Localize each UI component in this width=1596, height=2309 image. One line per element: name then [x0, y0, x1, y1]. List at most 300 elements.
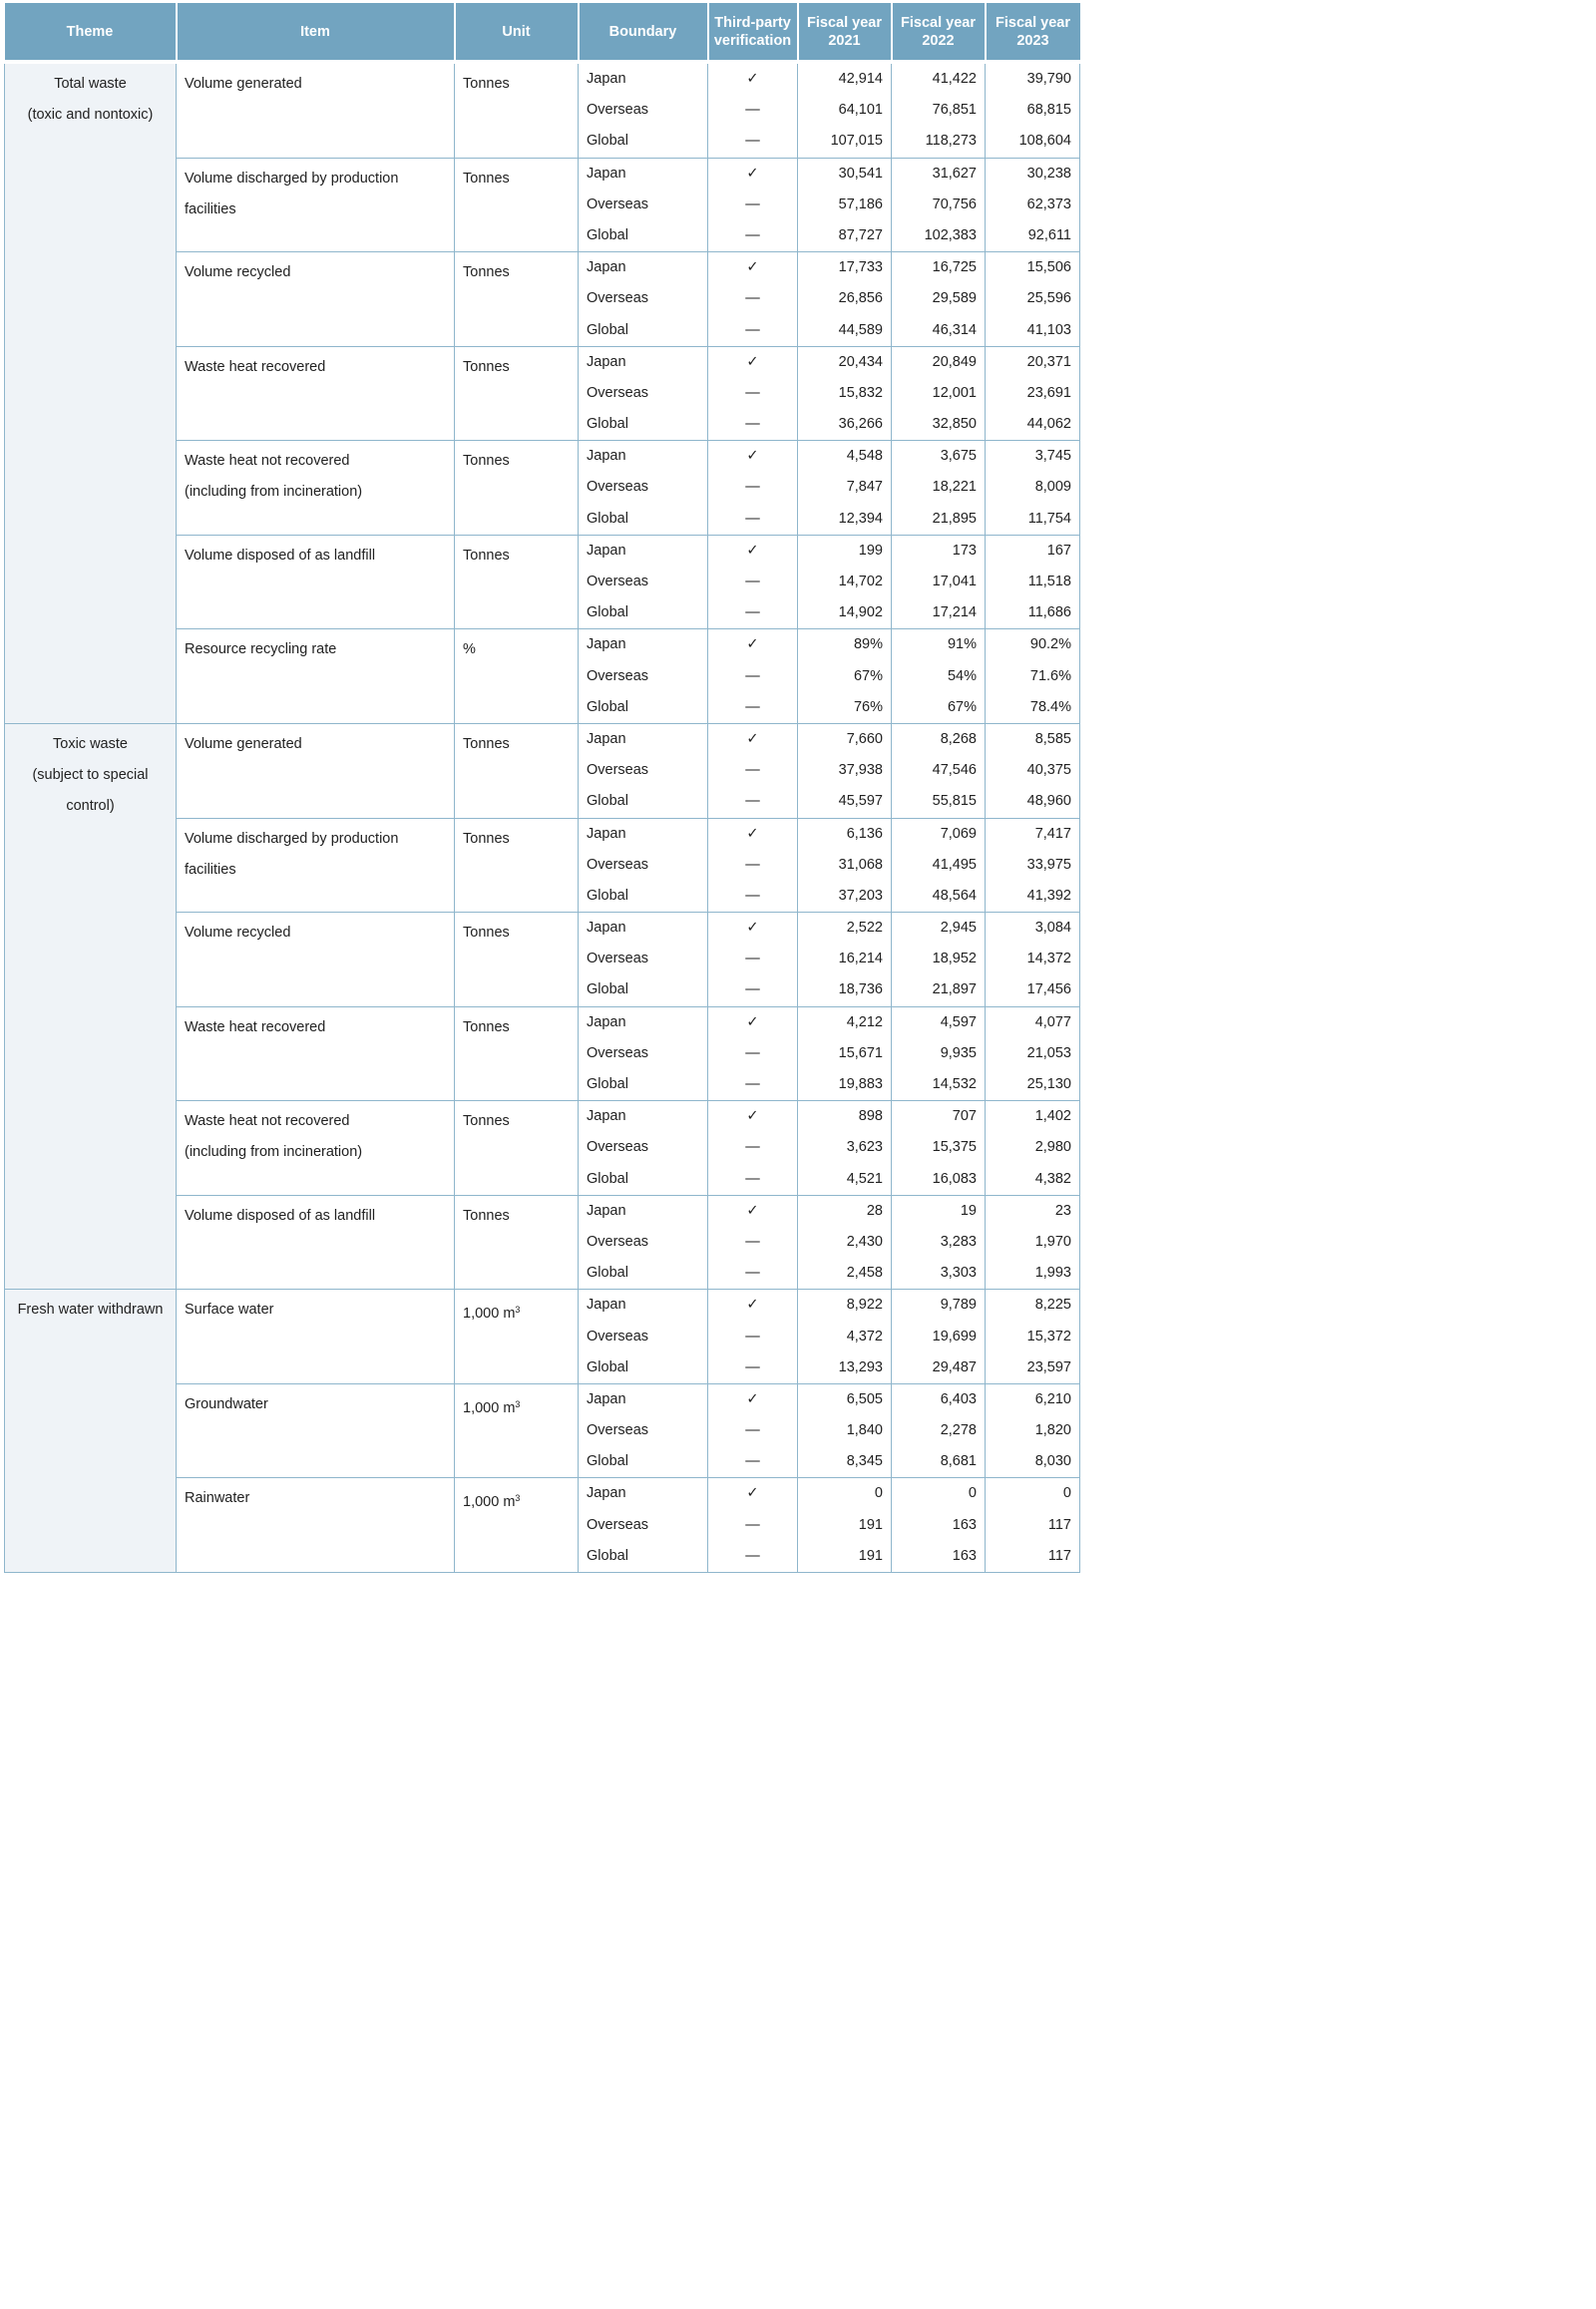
item-label: Volume discharged by production facilities — [185, 830, 399, 878]
item-cell — [177, 1478, 455, 1573]
unit-label: Tonnes — [463, 1018, 510, 1035]
value: 32,850 — [932, 416, 977, 433]
unit-label: Tonnes — [463, 735, 510, 752]
header-fy2023-line2: 2023 — [1016, 32, 1049, 49]
check-icon: ✓ — [746, 1202, 759, 1219]
fy2023-cell — [986, 346, 1080, 441]
boundary-cell — [579, 158, 708, 252]
fy2022-cell — [892, 1195, 986, 1290]
header-fy2023 — [986, 3, 1080, 62]
boundary-cell — [579, 62, 708, 158]
boundary-label: Overseas — [587, 667, 649, 684]
value: 46,314 — [932, 321, 977, 338]
value: 12,394 — [838, 510, 883, 527]
verification-cell — [708, 441, 798, 536]
value: 19,883 — [838, 1076, 883, 1092]
unit-label: Tonnes — [463, 264, 510, 281]
theme-label: Toxic waste — [53, 735, 128, 752]
header-fy2022-line1: Fiscal year — [901, 14, 976, 31]
boundary-cell — [579, 1478, 708, 1573]
value: 2,458 — [846, 1265, 883, 1282]
unit-label: 1,000 m — [463, 1399, 516, 1416]
fy2021-cell — [798, 1006, 892, 1101]
theme-label: Total waste — [54, 76, 127, 92]
value: 78.4% — [1029, 698, 1071, 715]
theme-cell — [5, 1290, 177, 1573]
value: 18,952 — [932, 951, 977, 967]
dash-icon: — — [745, 1044, 760, 1061]
value: 4,382 — [1034, 1170, 1071, 1187]
verification-cell — [708, 252, 798, 347]
boundary-label: Overseas — [587, 195, 649, 212]
value: 37,938 — [838, 762, 883, 779]
value: 12,001 — [932, 384, 977, 401]
boundary-label: Overseas — [587, 1044, 649, 1061]
check-icon: ✓ — [746, 71, 759, 87]
dash-icon: — — [745, 1170, 760, 1187]
value: 8,030 — [1034, 1453, 1071, 1470]
item-label: Volume generated — [185, 735, 302, 752]
theme-cell — [5, 723, 177, 1289]
dash-icon: — — [745, 887, 760, 904]
value: 6,505 — [846, 1390, 883, 1407]
value: 25,130 — [1026, 1076, 1071, 1092]
value: 45,597 — [838, 793, 883, 810]
dash-icon: — — [745, 510, 760, 527]
boundary-label: Japan — [587, 920, 626, 937]
table-body — [5, 62, 1080, 1573]
boundary-label: Japan — [587, 448, 626, 465]
value: 23,597 — [1026, 1358, 1071, 1375]
boundary-label: Global — [587, 1358, 628, 1375]
unit-cell — [455, 1101, 579, 1196]
value: 41,103 — [1026, 321, 1071, 338]
value: 8,922 — [846, 1297, 883, 1314]
value: 118,273 — [925, 133, 977, 150]
value: 67% — [853, 667, 883, 684]
unit-label: Tonnes — [463, 1113, 510, 1130]
value: 39,790 — [1026, 71, 1071, 87]
unit-cell — [455, 1006, 579, 1101]
value: 13,293 — [838, 1358, 883, 1375]
value: 40,375 — [1026, 762, 1071, 779]
theme-cell — [5, 62, 177, 723]
boundary-label: Japan — [587, 825, 626, 842]
boundary-label: Japan — [587, 542, 626, 559]
item-cell — [177, 441, 455, 536]
unit-cell — [455, 535, 579, 629]
item-label: Volume disposed of as landfill — [185, 547, 376, 564]
check-icon: ✓ — [746, 1013, 759, 1030]
value: 41,422 — [932, 71, 977, 87]
boundary-label: Japan — [587, 1108, 626, 1125]
fy2023-cell — [986, 535, 1080, 629]
unit-label: Tonnes — [463, 358, 510, 375]
value: 20,371 — [1026, 353, 1071, 370]
value: 191 — [858, 1547, 883, 1564]
item-cell — [177, 1383, 455, 1478]
fy2023-cell — [986, 441, 1080, 536]
value: 16,083 — [932, 1170, 977, 1187]
unit-cell — [455, 1195, 579, 1290]
value: 11,518 — [1027, 574, 1071, 589]
check-icon: ✓ — [746, 1390, 759, 1407]
boundary-cell — [579, 1290, 708, 1384]
value: 9,935 — [940, 1044, 977, 1061]
unit-cell — [455, 158, 579, 252]
verification-cell — [708, 818, 798, 913]
boundary-cell — [579, 441, 708, 536]
header-verification-line1: Third-party — [714, 14, 791, 31]
value: 20,434 — [838, 353, 883, 370]
value: 15,506 — [1026, 259, 1071, 276]
boundary-cell — [579, 535, 708, 629]
value: 70,756 — [932, 195, 977, 212]
value: 4,372 — [846, 1328, 883, 1345]
value: 19,699 — [932, 1328, 977, 1345]
value: 25,596 — [1026, 290, 1071, 307]
boundary-label: Global — [587, 1170, 628, 1187]
value: 26,856 — [838, 290, 883, 307]
fy2021-cell — [798, 535, 892, 629]
boundary-label: Global — [587, 133, 628, 150]
value: 3,745 — [1034, 448, 1071, 465]
value: 117 — [1047, 1547, 1071, 1564]
value: 76,851 — [932, 102, 977, 119]
boundary-label: Japan — [587, 71, 626, 87]
boundary-cell — [579, 1383, 708, 1478]
value: 17,733 — [838, 259, 883, 276]
item-label: Volume generated — [185, 76, 302, 92]
value: 0 — [968, 1485, 977, 1502]
dash-icon: — — [745, 1328, 760, 1345]
boundary-label: Overseas — [587, 1139, 649, 1156]
fy2021-cell — [798, 158, 892, 252]
value: 2,278 — [940, 1422, 977, 1439]
value: 21,897 — [932, 981, 977, 998]
boundary-label: Overseas — [587, 1516, 649, 1533]
value: 16,725 — [932, 259, 977, 276]
fy2021-cell — [798, 818, 892, 913]
unit-cell — [455, 252, 579, 347]
value: 41,495 — [932, 856, 977, 873]
item-label: Waste heat not recovered — [185, 453, 350, 470]
fy2022-cell — [892, 629, 986, 724]
unit-label: Tonnes — [463, 830, 510, 847]
value: 68,815 — [1026, 102, 1071, 119]
item-cell — [177, 1101, 455, 1196]
value: 17,214 — [932, 604, 977, 621]
boundary-label: Global — [587, 1453, 628, 1470]
fy2023-cell — [986, 1478, 1080, 1573]
unit-label: Tonnes — [463, 76, 510, 92]
boundary-label: Overseas — [587, 1422, 649, 1439]
value: 1,993 — [1034, 1265, 1071, 1282]
fy2021-cell — [798, 1478, 892, 1573]
value: 6,210 — [1034, 1390, 1071, 1407]
table-row — [5, 62, 1080, 158]
dash-icon: — — [745, 290, 760, 307]
header-row — [5, 3, 1080, 62]
value: 87,727 — [838, 226, 883, 243]
value: 71.6% — [1029, 667, 1071, 684]
value: 21,053 — [1026, 1044, 1071, 1061]
item-label: (including from incineration) — [185, 1144, 363, 1161]
boundary-label: Japan — [587, 1297, 626, 1314]
value: 11,686 — [1027, 604, 1071, 621]
boundary-label: Global — [587, 226, 628, 243]
value: 4,548 — [846, 448, 883, 465]
fy2023-cell — [986, 1101, 1080, 1196]
unit-cell — [455, 723, 579, 818]
dash-icon: — — [745, 1358, 760, 1375]
fy2022-cell — [892, 913, 986, 1007]
item-label: Volume discharged by production facilities — [185, 170, 399, 217]
dash-icon: — — [745, 1547, 760, 1564]
boundary-cell — [579, 723, 708, 818]
unit-cell — [455, 913, 579, 1007]
verification-cell — [708, 1195, 798, 1290]
dash-icon: — — [745, 1233, 760, 1250]
dash-icon: — — [745, 1265, 760, 1282]
table-header — [5, 3, 1080, 62]
dash-icon: — — [745, 1139, 760, 1156]
boundary-label: Overseas — [587, 102, 649, 119]
fy2021-cell — [798, 252, 892, 347]
value: 108,604 — [1018, 133, 1071, 150]
check-icon: ✓ — [746, 448, 759, 465]
boundary-label: Japan — [587, 1485, 626, 1502]
value: 19 — [960, 1202, 977, 1219]
item-label: Resource recycling rate — [185, 641, 337, 658]
verification-cell — [708, 1006, 798, 1101]
value: 15,372 — [1026, 1328, 1071, 1345]
fy2022-cell — [892, 1101, 986, 1196]
unit-cell — [455, 629, 579, 724]
value: 1,402 — [1034, 1108, 1071, 1125]
check-icon: ✓ — [746, 353, 759, 370]
value: 4,521 — [846, 1170, 883, 1187]
value: 11,754 — [1027, 510, 1071, 527]
value: 167 — [1046, 542, 1071, 559]
unit-superscript: 3 — [515, 1493, 521, 1504]
value: 42,914 — [838, 71, 883, 87]
fy2022-cell — [892, 1006, 986, 1101]
value: 55,815 — [932, 793, 977, 810]
value: 44,062 — [1026, 416, 1071, 433]
header-item: Item — [177, 3, 455, 62]
table-row — [5, 1290, 1080, 1384]
value: 173 — [952, 542, 977, 559]
unit-cell — [455, 818, 579, 913]
boundary-label: Overseas — [587, 384, 649, 401]
unit-label: Tonnes — [463, 925, 510, 942]
check-icon: ✓ — [746, 1297, 759, 1314]
value: 7,660 — [846, 730, 883, 747]
header-theme: Theme — [5, 3, 177, 62]
fy2021-cell — [798, 1383, 892, 1478]
value: 191 — [858, 1516, 883, 1533]
value: 48,960 — [1026, 793, 1071, 810]
value: 17,456 — [1026, 981, 1071, 998]
fy2022-cell — [892, 1290, 986, 1384]
value: 30,541 — [838, 165, 883, 182]
header-fy2021-line1: Fiscal year — [807, 14, 882, 31]
unit-label: Tonnes — [463, 547, 510, 564]
value: 3,283 — [940, 1233, 977, 1250]
fy2022-cell — [892, 1383, 986, 1478]
value: 48,564 — [932, 887, 977, 904]
fy2021-cell — [798, 441, 892, 536]
check-icon: ✓ — [746, 730, 759, 747]
boundary-label: Overseas — [587, 290, 649, 307]
value: 36,266 — [838, 416, 883, 433]
item-label: Groundwater — [185, 1395, 268, 1412]
item-label: Volume recycled — [185, 264, 291, 281]
dash-icon: — — [745, 574, 760, 589]
value: 0 — [874, 1485, 883, 1502]
value: 8,681 — [940, 1453, 977, 1470]
value: 163 — [952, 1547, 977, 1564]
value: 3,303 — [940, 1265, 977, 1282]
value: 18,736 — [838, 981, 883, 998]
value: 9,789 — [940, 1297, 977, 1314]
check-icon: ✓ — [746, 636, 759, 653]
dash-icon: — — [745, 102, 760, 119]
dash-icon: — — [745, 981, 760, 998]
value: 8,345 — [846, 1453, 883, 1470]
verification-cell — [708, 62, 798, 158]
boundary-label: Japan — [587, 636, 626, 653]
data-table-container — [4, 3, 1080, 1573]
value: 6,403 — [940, 1390, 977, 1407]
value: 23,691 — [1026, 384, 1071, 401]
fy2021-cell — [798, 62, 892, 158]
value: 33,975 — [1026, 856, 1071, 873]
fy2022-cell — [892, 818, 986, 913]
boundary-label: Overseas — [587, 574, 649, 589]
check-icon: ✓ — [746, 920, 759, 937]
unit-cell — [455, 346, 579, 441]
boundary-label: Japan — [587, 165, 626, 182]
unit-label: Tonnes — [463, 453, 510, 470]
unit-superscript: 3 — [515, 1398, 521, 1409]
dash-icon: — — [745, 762, 760, 779]
fy2022-cell — [892, 252, 986, 347]
value: 89% — [853, 636, 883, 653]
header-fy2021 — [798, 3, 892, 62]
fy2022-cell — [892, 346, 986, 441]
fy2021-cell — [798, 913, 892, 1007]
value: 20,849 — [932, 353, 977, 370]
item-cell — [177, 818, 455, 913]
value: 92,611 — [1027, 226, 1071, 243]
dash-icon: — — [745, 1516, 760, 1533]
fy2023-cell — [986, 252, 1080, 347]
value: 199 — [858, 542, 883, 559]
item-cell — [177, 1290, 455, 1384]
boundary-cell — [579, 1006, 708, 1101]
value: 102,383 — [924, 226, 977, 243]
value: 8,585 — [1034, 730, 1071, 747]
value: 2,980 — [1034, 1139, 1071, 1156]
value: 90.2% — [1029, 636, 1071, 653]
value: 44,589 — [838, 321, 883, 338]
item-label: Waste heat not recovered — [185, 1113, 350, 1130]
dash-icon: — — [745, 951, 760, 967]
fy2023-cell — [986, 1006, 1080, 1101]
boundary-label: Global — [587, 698, 628, 715]
value: 3,675 — [940, 448, 977, 465]
item-label: Surface water — [185, 1302, 274, 1319]
header-fy2023-line1: Fiscal year — [996, 14, 1070, 31]
check-icon: ✓ — [746, 542, 759, 559]
dash-icon: — — [745, 1076, 760, 1092]
fy2022-cell — [892, 535, 986, 629]
header-fy2022-line2: 2022 — [922, 32, 955, 49]
dash-icon: — — [745, 195, 760, 212]
value: 18,221 — [932, 479, 977, 496]
header-fy2021-line2: 2021 — [828, 32, 861, 49]
boundary-cell — [579, 346, 708, 441]
dash-icon: — — [745, 133, 760, 150]
verification-cell — [708, 158, 798, 252]
check-icon: ✓ — [746, 1108, 759, 1125]
verification-cell — [708, 1290, 798, 1384]
check-icon: ✓ — [746, 1485, 759, 1502]
boundary-cell — [579, 1101, 708, 1196]
boundary-label: Japan — [587, 1390, 626, 1407]
item-label: Volume recycled — [185, 925, 291, 942]
item-label: Rainwater — [185, 1490, 250, 1507]
boundary-cell — [579, 1195, 708, 1290]
unit-cell — [455, 1290, 579, 1384]
fy2023-cell — [986, 62, 1080, 158]
verification-cell — [708, 1101, 798, 1196]
boundary-label: Global — [587, 981, 628, 998]
value: 7,417 — [1034, 825, 1071, 842]
fy2023-cell — [986, 629, 1080, 724]
value: 54% — [947, 667, 977, 684]
value: 91% — [947, 636, 977, 653]
environmental-data-table — [4, 3, 1080, 1573]
boundary-label: Japan — [587, 353, 626, 370]
fy2023-cell — [986, 1290, 1080, 1384]
fy2023-cell — [986, 818, 1080, 913]
dash-icon: — — [745, 1453, 760, 1470]
value: 6,136 — [846, 825, 883, 842]
boundary-label: Global — [587, 604, 628, 621]
value: 117 — [1047, 1516, 1071, 1533]
item-cell — [177, 913, 455, 1007]
verification-cell — [708, 535, 798, 629]
value: 163 — [952, 1516, 977, 1533]
value: 14,372 — [1026, 951, 1071, 967]
value: 898 — [858, 1108, 883, 1125]
boundary-cell — [579, 818, 708, 913]
value: 29,487 — [932, 1358, 977, 1375]
boundary-label: Global — [587, 887, 628, 904]
boundary-label: Japan — [587, 730, 626, 747]
dash-icon: — — [745, 604, 760, 621]
unit-label: 1,000 m — [463, 1306, 516, 1323]
value: 107,015 — [830, 133, 883, 150]
unit-superscript: 3 — [515, 1305, 521, 1316]
unit-cell — [455, 441, 579, 536]
unit-label: 1,000 m — [463, 1494, 516, 1511]
fy2021-cell — [798, 1101, 892, 1196]
value: 2,945 — [940, 920, 977, 937]
